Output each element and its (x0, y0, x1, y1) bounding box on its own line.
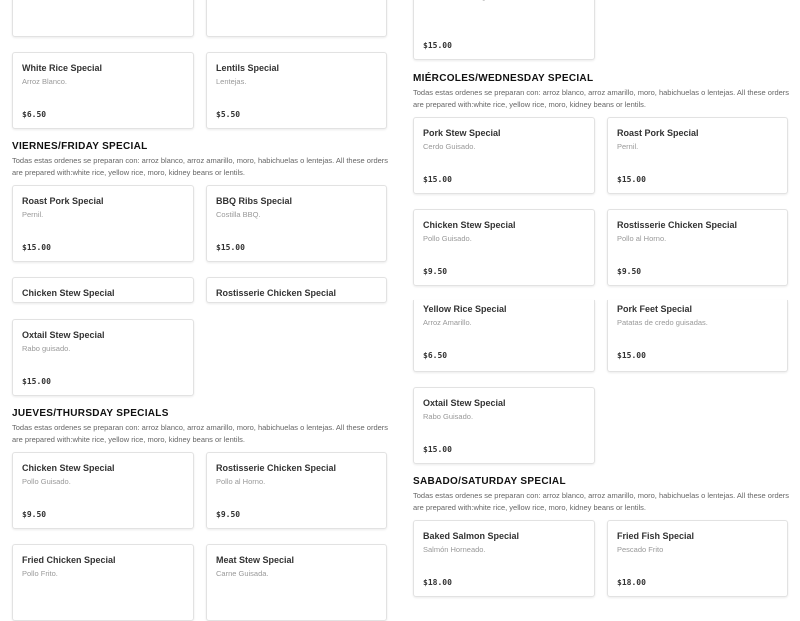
item-price: $5.50 (216, 110, 241, 119)
item-name: Baked Salmon Special (423, 531, 520, 541)
item-name: Roast Pork Special (617, 128, 699, 138)
item-name: Pork Stew Special (423, 128, 501, 138)
menu-item-card[interactable] (12, 0, 194, 37)
item-price: $15.00 (22, 377, 51, 386)
item-price: $6.50 (22, 110, 47, 119)
menu-item-card[interactable] (206, 277, 387, 303)
menu-item-card[interactable] (206, 185, 387, 262)
section-description-jueves: Todas estas ordenes se preparan con: arroz blanco, arroz amarillo, moro, habichuelas o lentejas. All these orders are prepared with:white rice, yellow rice, moro, kidney beans or lentils. (12, 423, 389, 444)
menu-item-card[interactable] (413, 209, 595, 286)
item-name: Pork Feet Special (617, 304, 693, 314)
item-description: Costilla BBQ. (216, 210, 261, 219)
section-heading-jueves: JUEVES/THURSDAY SPECIALS (12, 408, 169, 419)
item-name: Chicken Stew Special (22, 288, 115, 298)
item-price: $18.00 (617, 578, 646, 587)
item-name: Chicken Stew Special (423, 220, 516, 230)
section-description-viernes: Todas estas ordenes se preparan con: arroz blanco, arroz amarillo, moro, habichuelas o lentejas. All these orders are prepared with:white rice, yellow rice, moro, kidney beans or lentils. (12, 156, 389, 177)
section-description-miercoles: Todas estas ordenes se preparan con: arroz blanco, arroz amarillo, moro, habichuelas o lentejas. All these orders are prepared with:white rice, yellow rice, moro, kidney beans or lentils. (413, 88, 790, 109)
item-price: $15.00 (423, 175, 452, 184)
menu-item-card[interactable] (607, 117, 788, 194)
item-description (423, 0, 514, 1)
item-name: Fried Fish Special (617, 531, 695, 541)
item-description: Carne Guisada. (216, 569, 269, 578)
item-name: Rostisserie Chicken Special (216, 463, 337, 473)
menu-item-card[interactable] (12, 319, 194, 396)
item-description: Lentejas. (216, 77, 247, 86)
menu-item-card[interactable] (607, 300, 788, 372)
item-description: Arroz Amarillo. (423, 318, 472, 327)
item-price: $15.00 (216, 243, 245, 252)
item-description: Pernil. (22, 210, 44, 219)
menu-item-card[interactable] (12, 277, 194, 303)
menu-item-card[interactable] (607, 209, 788, 286)
section-description-sabado: Todas estas ordenes se preparan con: arroz blanco, arroz amarillo, moro, habichuelas o lentejas. All these orders are prepared with:white rice, yellow rice, moro, kidney beans or lentils. (413, 491, 790, 512)
item-name: Chicken Stew Special (22, 463, 115, 473)
menu-item-card[interactable] (206, 52, 387, 129)
item-price: $15.00 (22, 243, 51, 252)
item-description: Pernil. (617, 142, 639, 151)
menu-item-card[interactable] (413, 520, 595, 597)
item-name: Oxtail Stew Special (423, 398, 506, 408)
item-description: Pollo al Horno. (216, 477, 266, 486)
menu-item-card[interactable] (206, 544, 387, 621)
item-name: Rostisserie Chicken Special (617, 220, 738, 230)
item-price: $9.50 (423, 267, 448, 276)
item-price: $15.00 (617, 351, 646, 360)
item-price: $9.50 (22, 510, 47, 519)
menu-item-card[interactable] (607, 520, 788, 597)
menu-item-card[interactable] (413, 0, 595, 60)
menu-item-card[interactable] (12, 452, 194, 529)
menu-item-card[interactable] (206, 452, 387, 529)
item-description: Pollo Guisado. (22, 477, 71, 486)
item-description: Pollo Frito. (22, 569, 58, 578)
menu-item-card[interactable] (413, 300, 595, 372)
section-heading-sabado: SABADO/SATURDAY SPECIAL (413, 476, 566, 487)
section-heading-miercoles: MIÉRCOLES/WEDNESDAY SPECIAL (413, 73, 594, 84)
item-name: Rostisserie Chicken Special (216, 288, 337, 298)
item-price: $18.00 (423, 578, 452, 587)
menu-item-card[interactable] (413, 117, 595, 194)
item-description: Rabo Guisado. (423, 412, 474, 421)
item-description: Pescado Frito (617, 545, 664, 554)
item-description: Salmón Horneado. (423, 545, 486, 554)
section-heading-viernes: VIERNES/FRIDAY SPECIAL (12, 141, 148, 152)
item-name: White Rice Special (22, 63, 103, 73)
item-name: BBQ Ribs Special (216, 196, 293, 206)
item-name: Meat Stew Special (216, 555, 295, 565)
item-price: $15.00 (423, 445, 452, 454)
menu-item-card[interactable] (12, 52, 194, 129)
item-description: Rabo guisado. (22, 344, 71, 353)
menu-item-card[interactable] (12, 544, 194, 621)
item-price: $6.50 (423, 351, 448, 360)
item-description: Cerdo Guisado. (423, 142, 476, 151)
menu-item-card[interactable] (413, 387, 595, 464)
item-price: $9.50 (216, 510, 241, 519)
item-price: $9.50 (617, 267, 642, 276)
item-name: Oxtail Stew Special (22, 330, 105, 340)
item-price: $15.00 (423, 41, 452, 50)
item-price: $15.00 (617, 175, 646, 184)
item-name: Yellow Rice Special (423, 304, 507, 314)
item-name: Lentils Special (216, 63, 280, 73)
item-description: Patatas de credo guisadas. (617, 318, 708, 327)
item-description: Arroz Blanco. (22, 77, 68, 86)
item-description: Pollo Guisado. (423, 234, 472, 243)
item-name: Fried Chicken Special (22, 555, 116, 565)
item-description: Pollo al Horno. (617, 234, 667, 243)
menu-item-card[interactable] (12, 185, 194, 262)
item-name: Roast Pork Special (22, 196, 104, 206)
menu-item-card[interactable] (206, 0, 387, 37)
